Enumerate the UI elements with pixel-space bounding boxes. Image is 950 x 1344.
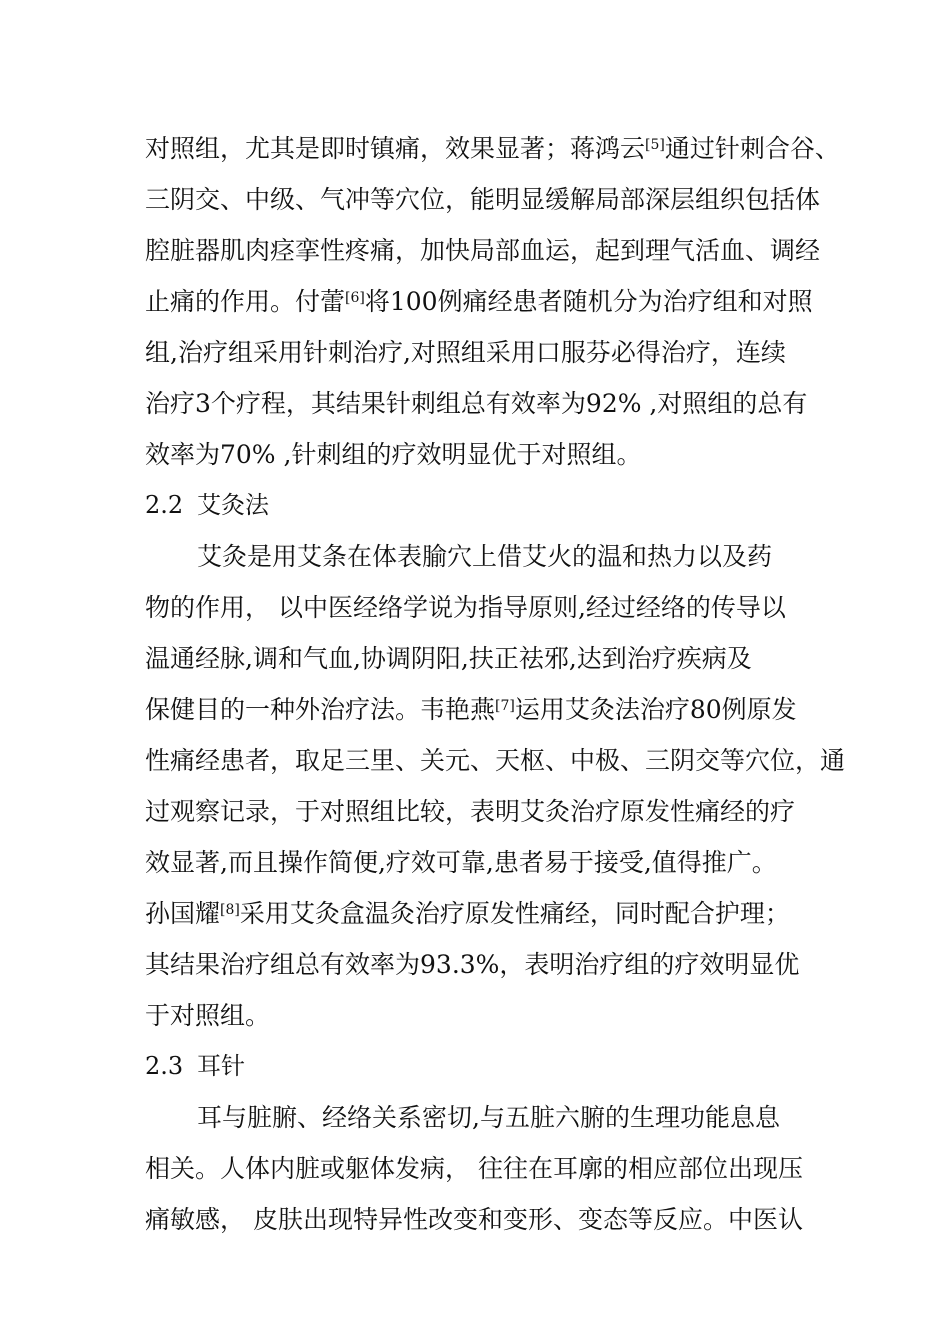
document-body — [145, 123, 846, 1245]
text-line — [145, 837, 825, 888]
paragraph — [145, 123, 840, 480]
text-line — [145, 174, 825, 225]
text-line — [145, 531, 825, 582]
text-run: 性痛经患者，取足三里、关元、天枢、中极、三阴交等穴位，通 — [145, 746, 846, 775]
text-line — [145, 684, 825, 735]
text-line — [145, 990, 825, 1041]
text-run: 治疗3个疗程，其结果针刺组总有效率为92% ,对照组的总有 — [145, 389, 808, 418]
text-run: 痛敏感， 皮肤出现特异性改变和变形、变态等反应。中医认 — [145, 1205, 803, 1234]
citation-ref: [8] — [220, 902, 240, 918]
text-run: 效率为70% ,针刺组的疗效明显优于对照组。 — [145, 440, 642, 469]
text-run: 耳与脏腑、经络关系密切,与五脏六腑的生理功能息息 — [197, 1103, 780, 1132]
text-line — [145, 582, 825, 633]
text-run: 孙国耀 — [145, 899, 221, 928]
text-line — [145, 786, 825, 837]
text-line — [145, 939, 825, 990]
text-line — [145, 327, 825, 378]
text-line — [145, 1092, 825, 1143]
text-run: 腔脏器肌肉痉挛性疼痛，加快局部血运，起到理气活血、调经 — [145, 236, 821, 265]
text-line — [145, 888, 825, 939]
text-line — [145, 1194, 825, 1245]
text-run: 艾灸是用艾条在体表腧穴上借艾火的温和热力以及药 — [197, 542, 773, 571]
text-run: 将100例痛经患者随机分为治疗组和对照 — [364, 287, 813, 316]
section-number: 2.2 — [145, 491, 184, 519]
citation-ref: [6] — [345, 290, 365, 306]
section-heading — [145, 1041, 825, 1092]
section-number: 2.3 — [145, 1052, 184, 1080]
section-title: 艾灸法 — [197, 491, 269, 519]
text-line — [145, 276, 825, 327]
text-run: 采用艾灸盒温灸治疗原发性痛经，同时配合护理； — [239, 899, 790, 928]
section-heading — [145, 480, 825, 531]
text-run: 对照组，尤其是即时镇痛，效果显著；蒋鸿云 — [145, 134, 646, 163]
text-run: 三阴交、中级、气冲等穴位，能明显缓解局部深层组织包括体 — [145, 185, 821, 214]
paragraph — [145, 531, 846, 1041]
paragraph — [145, 1092, 825, 1245]
text-run: 运用艾灸法治疗80例原发 — [514, 695, 797, 724]
text-line — [145, 225, 825, 276]
text-run: 保健目的一种外治疗法。韦艳燕 — [145, 695, 496, 724]
text-run: 于对照组。 — [145, 1001, 271, 1030]
text-run: 其结果治疗组总有效率为93.3%，表明治疗组的疗效明显优 — [145, 950, 800, 979]
citation-ref: [5] — [645, 137, 665, 153]
text-line — [145, 633, 825, 684]
text-run: 物的作用， 以中医经络学说为指导原则,经过经络的传导以 — [145, 593, 786, 622]
text-run: 通过针刺合谷、 — [664, 134, 840, 163]
citation-ref: [7] — [495, 698, 515, 714]
text-line — [145, 429, 825, 480]
text-run: 效显著,而且操作简便,疗效可靠,患者易于接受,值得推广。 — [145, 848, 777, 877]
text-run: 温通经脉,调和气血,协调阴阳,扶正祛邪,达到治疗疾病及 — [145, 644, 752, 673]
text-line — [145, 1143, 825, 1194]
text-run: 止痛的作用。付蕾 — [145, 287, 346, 316]
text-line — [145, 378, 825, 429]
text-run: 组,治疗组采用针刺治疗,对照组采用口服芬必得治疗，连续 — [145, 338, 786, 367]
section-title: 耳针 — [197, 1052, 245, 1080]
text-run: 过观察记录，于对照组比较，表明艾灸治疗原发性痛经的疗 — [145, 797, 796, 826]
text-line — [145, 123, 840, 174]
text-line — [145, 735, 846, 786]
text-run: 相关。人体内脏或躯体发病， 往往在耳廓的相应部位出现压 — [145, 1154, 803, 1183]
